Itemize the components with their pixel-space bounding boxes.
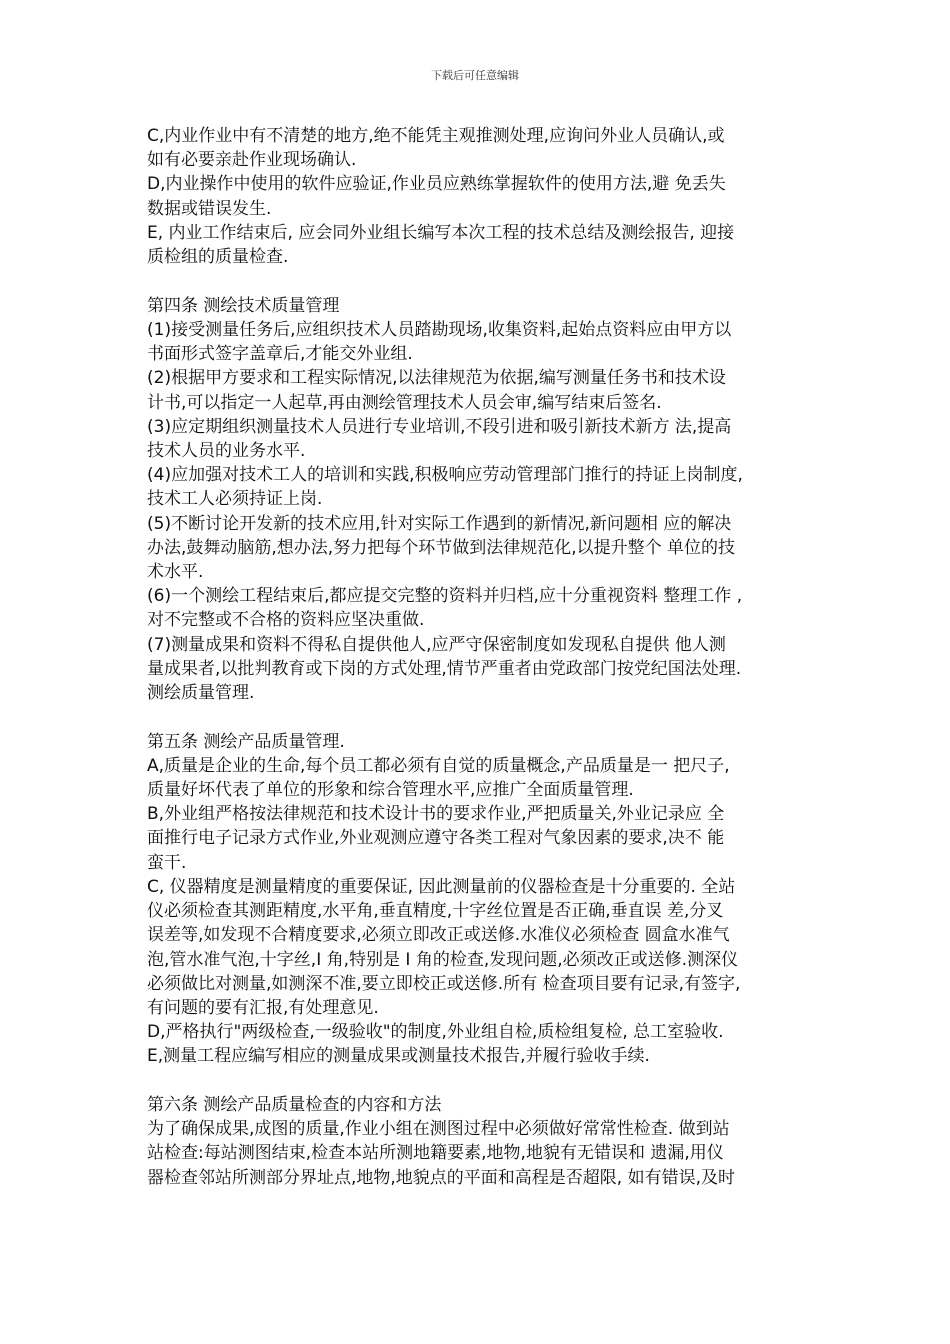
document-body [147, 124, 815, 1190]
paragraph: (1)接受测量任务后,应组织技术人员踏勘现场,收集资料,起始点资料应由甲方以 书面形式签字盖章后,才能交外业组. [147, 319, 732, 365]
paragraph: D,内业操作中使用的软件应验证,作业员应熟练掌握软件的使用方法,避 免丢失 数据或错误发生. [147, 174, 726, 219]
paragraph: (4)应加强对技术工人的培训和实践,积极响应劳动管理部门推行的持证上岗制度, 技术工人必须持证上岗. [147, 465, 743, 510]
paragraph-spacer [147, 705, 815, 730]
page-header: 下载后可任意编辑 [431, 69, 519, 82]
paragraph: A,质量是企业的生命,每个员工都必须有自觉的质量概念,产品质量是一 把尺子, 质量好坏代表了单位的形象和综合管理水平,应推广全面质量管理. [147, 755, 730, 801]
paragraph: (2)根据甲方要求和工程实际情况,以法律规范为依据,编写测量任务书和技术设 计书,可以指定一人起草,再由测绘管理技术人员会审,编写结束后签名. [147, 368, 726, 413]
paragraph: (3)应定期组织测量技术人员进行专业培训,不段引进和吸引新技术新方 法,提高 技术人员的业务水平. [147, 416, 732, 461]
section-heading: 第六条 测绘产品质量检查的内容和方法 [147, 1095, 442, 1116]
paragraph: C, 仪器精度是测量精度的重要保证, 因此测量前的仪器检查是十分重要的. 全站 仪必须检查其测距精度,水平角,垂直精度,十字丝位置是否正确,垂直误 差,分叉 误差等,如发现不合精度要求,必须立即改正或送修.水准仪必须检查 圆盒水准气 泡,管水准气泡,十字丝,I 角,特别是 I 角的检查,发现问题,必须改正或送修.测深仪 必须做比对测量,如测深不准,要立即校正或送修.所有 检查项目要有记录,有签字, 有问题的要有汇报,有处理意见. [147, 876, 741, 1018]
paragraph: (7)测量成果和资料不得私自提供他人,应严守保密制度如发现私自提供 他人测 量成果者,以批判教育或下岗的方式处理,情节严重者由党政部门按党纪国法处理. 测绘质量管理. [147, 634, 742, 703]
paragraph: E,测量工程应编写相应的测量成果或测量技术报告,并履行验收手续. [147, 1046, 650, 1067]
paragraph: D,严格执行"两级检查,一级验收"的制度,外业组自检,质检组复检, 总工室验收. [147, 1022, 724, 1043]
paragraph-spacer [147, 1069, 815, 1094]
paragraph: C,内业作业中有不清楚的地方,绝不能凭主观推测处理,应询问外业人员确认,或 如有必要亲赴作业现场确认. [147, 126, 725, 171]
paragraph: E, 内业工作结束后, 应会同外业组长编写本次工程的技术总结及测绘报告, 迎接 质检组的质量检查. [147, 222, 735, 268]
paragraph: (6)一个测绘工程结束后,都应提交完整的资料并归档,应十分重视资料 整理工作 , 对不完整或不合格的资料应坚决重做. [147, 586, 743, 631]
section-heading: 第四条 测绘技术质量管理 [147, 295, 340, 316]
section-heading: 第五条 测绘产品质量管理. [147, 731, 345, 752]
paragraph: 为了确保成果,成图的质量,作业小组在测图过程中必须做好常常性检查. 做到站 站检查:每站测图结束,检查本站所测地籍要素,地物,地貌有无错误和 遗漏,用仪 器检查邻站所测部分界址点,地物,地貌点的平面和高程是否超限, 如有错误,及时 [147, 1119, 736, 1188]
paragraph: B,外业组严格按法律规范和技术设计书的要求作业,严把质量关,外业记录应 全 面推行电子记录方式作业,外业观测应遵守各类工程对气象因素的要求,决不 能 蛮干. [147, 804, 725, 873]
paragraph-spacer [147, 269, 815, 294]
paragraph: (5)不断讨论开发新的技术应用,针对实际工作遇到的新情况,新问题相 应的解决 办法,鼓舞动脑筋,想办法,努力把每个环节做到法律规范化,以提升整个 单位的技 术水平. [147, 513, 736, 582]
